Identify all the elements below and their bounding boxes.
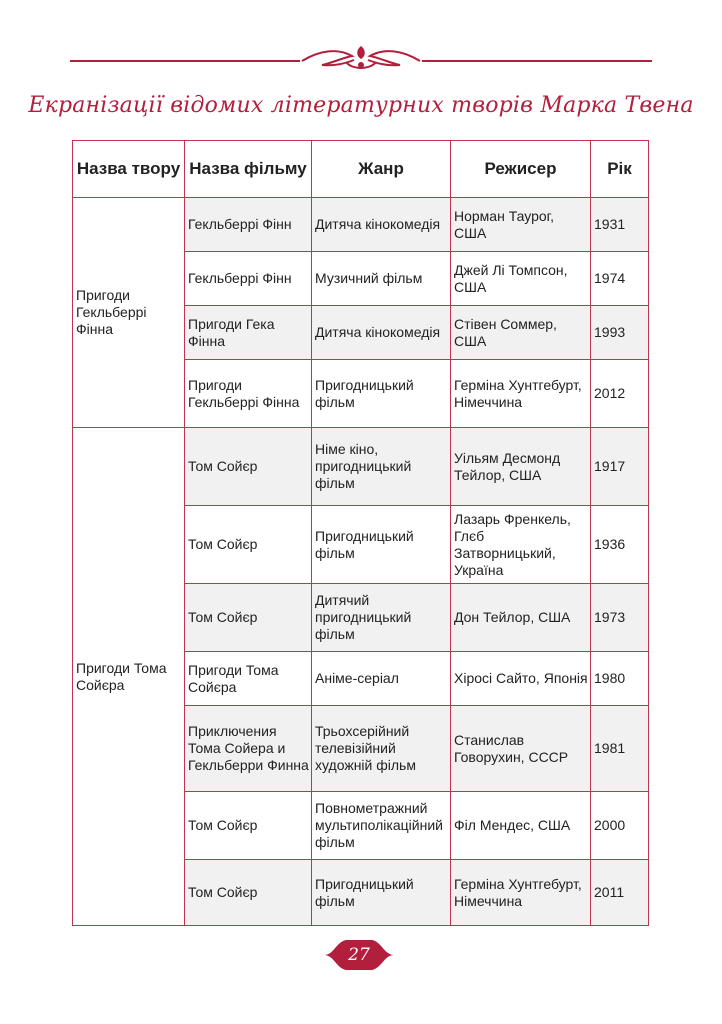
- year-cell: 1981: [591, 706, 649, 792]
- year-cell: 1993: [591, 306, 649, 360]
- director-cell: Дон Тейлор, США: [451, 584, 591, 652]
- film-adaptations-table: [72, 140, 649, 926]
- year-cell: 1917: [591, 428, 649, 506]
- table-header-row: [73, 141, 649, 198]
- page-number-badge: [322, 936, 396, 974]
- genre-cell: Дитяча кінокомедія: [312, 198, 451, 252]
- film-title-cell: Приключения Тома Сойера и Гекльберри Финна: [185, 706, 312, 792]
- header-director: Режисер: [451, 141, 591, 198]
- genre-cell: Пригодницький фільм: [312, 506, 451, 584]
- director-cell: Джей Лі Томпсон, США: [451, 252, 591, 306]
- director-cell: Уільям Десмонд Тейлор, США: [451, 428, 591, 506]
- header-genre: Жанр: [312, 141, 451, 198]
- film-title-cell: Пригоди Гекльберрі Фінна: [185, 360, 312, 428]
- table-row: [73, 198, 649, 252]
- year-cell: 2012: [591, 360, 649, 428]
- page-title: Екранізації відомих літературних творів Марка Твена: [28, 93, 694, 118]
- director-cell: Філ Мендес, США: [451, 792, 591, 860]
- work-title-cell: Пригоди Тома Сойєра: [73, 428, 185, 926]
- film-title-cell: Гекльберрі Фінн: [185, 252, 312, 306]
- decorative-divider-icon: [70, 40, 652, 76]
- year-cell: 1974: [591, 252, 649, 306]
- director-cell: Лазарь Френкель, Глєб Затворницький, Україна: [451, 506, 591, 584]
- genre-cell: Дитяча кінокомедія: [312, 306, 451, 360]
- film-title-cell: Том Сойєр: [185, 506, 312, 584]
- genre-cell: Німе кіно, пригодницький фільм: [312, 428, 451, 506]
- header-year: Рік: [591, 141, 649, 198]
- director-cell: Герміна Хунтгебурт, Німеччина: [451, 360, 591, 428]
- header-film-title: Назва фільму: [185, 141, 312, 198]
- director-cell: Станислав Говорухин, СССР: [451, 706, 591, 792]
- year-cell: 1980: [591, 652, 649, 706]
- genre-cell: Музичний фільм: [312, 252, 451, 306]
- year-cell: 1936: [591, 506, 649, 584]
- page-number: 27: [348, 945, 370, 965]
- film-title-cell: Том Сойєр: [185, 792, 312, 860]
- year-cell: 2000: [591, 792, 649, 860]
- genre-cell: Пригодницький фільм: [312, 360, 451, 428]
- film-title-cell: Пригоди Гека Фінна: [185, 306, 312, 360]
- genre-cell: Трьохсерійний телевізійний художній фільм: [312, 706, 451, 792]
- genre-cell: Пригодницький фільм: [312, 860, 451, 926]
- header-work-title: Назва твору: [73, 141, 185, 198]
- director-cell: Хіросі Сайто, Японія: [451, 652, 591, 706]
- director-cell: Стівен Соммер, США: [451, 306, 591, 360]
- year-cell: 2011: [591, 860, 649, 926]
- year-cell: 1931: [591, 198, 649, 252]
- film-title-cell: Гекльберрі Фінн: [185, 198, 312, 252]
- director-cell: Норман Таурог, США: [451, 198, 591, 252]
- director-cell: Герміна Хунтгебурт, Німеччина: [451, 860, 591, 926]
- film-title-cell: Пригоди Тома Сойєра: [185, 652, 312, 706]
- film-title-cell: Том Сойєр: [185, 428, 312, 506]
- year-cell: 1973: [591, 584, 649, 652]
- genre-cell: Аніме-серіал: [312, 652, 451, 706]
- work-title-cell: Пригоди Гекльберрі Фінна: [73, 198, 185, 428]
- genre-cell: Дитячий пригодницький фільм: [312, 584, 451, 652]
- film-title-cell: Том Сойєр: [185, 584, 312, 652]
- film-title-cell: Том Сойєр: [185, 860, 312, 926]
- genre-cell: Повнометражний мультиполікаційний фільм: [312, 792, 451, 860]
- table-row: [73, 428, 649, 506]
